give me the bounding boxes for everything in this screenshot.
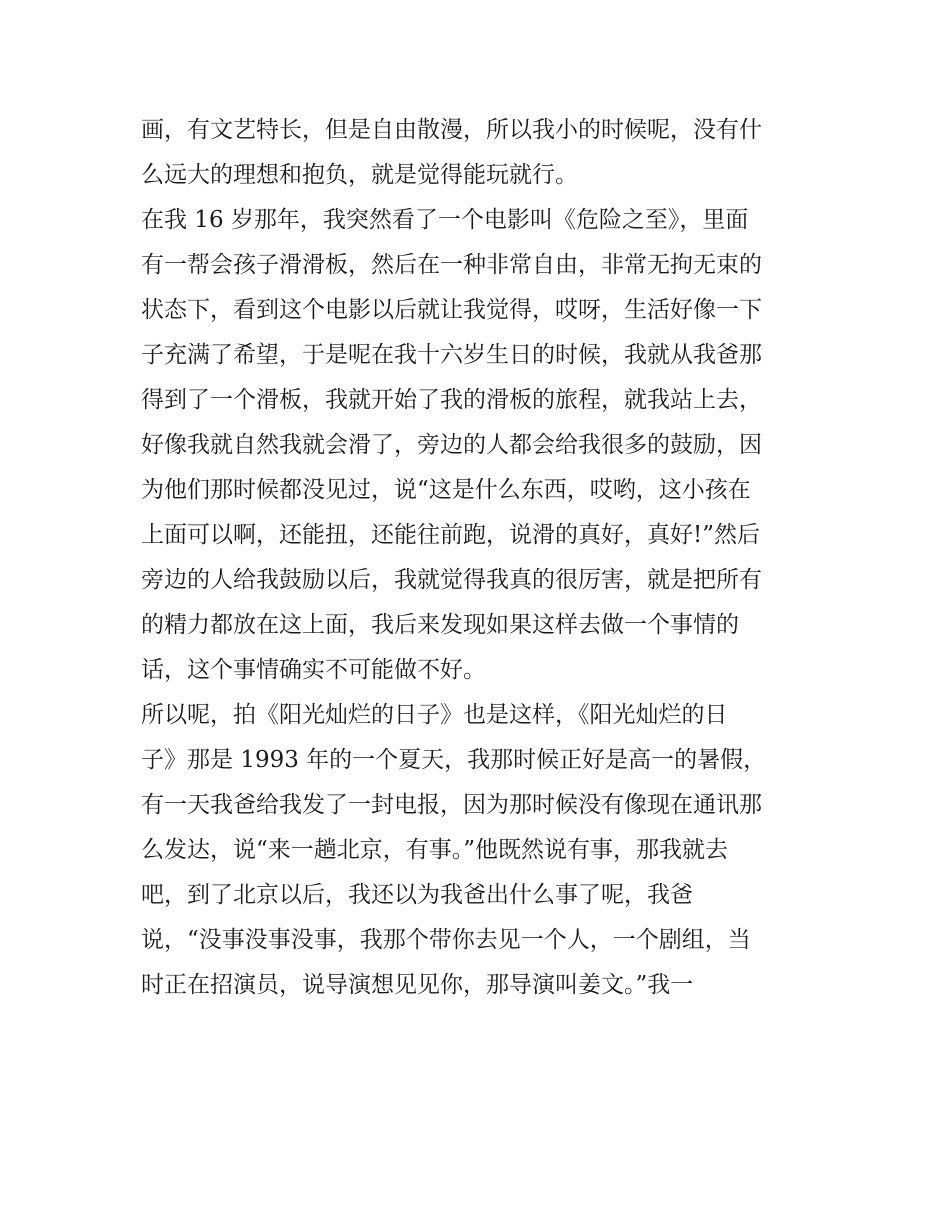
text-line: 吧，到了北京以后，我还以为我爸出什么事了呢，我爸 — [141, 882, 693, 908]
text-line: 得到了一个滑板，我就开始了我的滑板的旅程，就我站上去， — [141, 387, 762, 413]
text-line: 说，“没事没事没事，我那个带你去见一个人，一个剧组，当 — [141, 927, 751, 953]
text-line: 子》那是 1993 年的一个夏天，我那时候正好是高一的暑假， — [141, 747, 767, 773]
text-line: 在我 16 岁那年，我突然看了一个电影叫《危险之至》，里面 — [141, 207, 749, 233]
text-line: 画，有文艺特长，但是自由散漫，所以我小的时候呢，没有什 — [141, 117, 762, 143]
text-line: 上面可以啊，还能扭，还能往前跑，说滑的真好，真好!”然后 — [141, 522, 761, 548]
text-line: 所以呢，拍《阳光灿烂的日子》也是这样，《阳光灿烂的日 — [141, 702, 728, 728]
text-line: 状态下，看到这个电影以后就让我觉得，哎呀，生活好像一下 — [141, 297, 762, 323]
text-line: 旁边的人给我鼓励以后，我就觉得我真的很厉害，就是把所有 — [141, 567, 762, 593]
text-line: 么远大的理想和抱负，就是觉得能玩就行。 — [141, 162, 578, 188]
text-line: 好像我就自然我就会滑了，旁边的人都会给我很多的鼓励，因 — [141, 432, 762, 458]
text-line: 子充满了希望，于是呢在我十六岁生日的时候，我就从我爸那 — [141, 342, 762, 368]
text-line: 为他们那时候都没见过，说“这是什么东西，哎哟，这小孩在 — [141, 477, 751, 503]
text-line: 么发达，说“来一趟北京，有事。”他既然说有事，那我就去 — [141, 837, 729, 863]
text-line: 话，这个事情确实不可能做不好。 — [141, 657, 486, 683]
text-line: 有一帮会孩子滑滑板，然后在一种非常自由，非常无拘无束的 — [141, 252, 762, 278]
text-line: 时正在招演员，说导演想见见你，那导演叫姜文。”我一 — [141, 972, 694, 998]
text-line: 的精力都放在这上面，我后来发现如果这样去做一个事情的 — [141, 612, 739, 638]
document-body — [141, 108, 821, 1008]
text-line: 有一天我爸给我发了一封电报，因为那时候没有像现在通讯那 — [141, 792, 762, 818]
